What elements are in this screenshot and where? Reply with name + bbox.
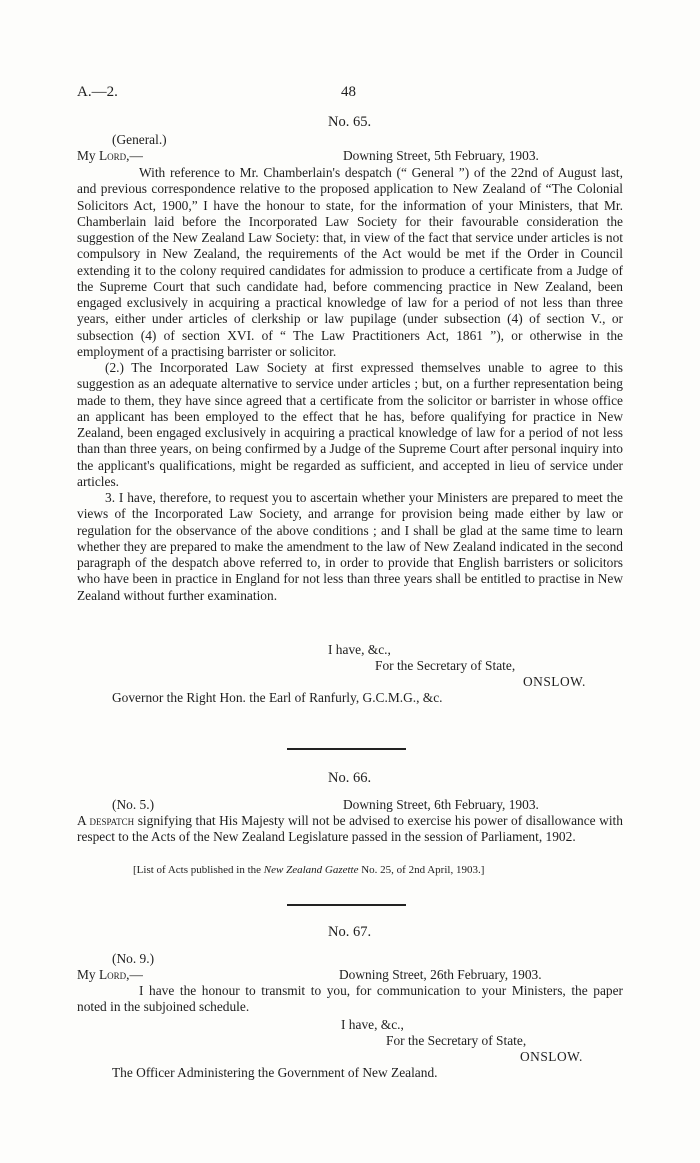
dateline: Downing Street, 6th February, 1903. xyxy=(343,797,539,812)
for-secretary: For the Secretary of State, xyxy=(375,658,516,673)
letter-body xyxy=(77,983,623,1016)
dateline: Downing Street, 5th February, 1903. xyxy=(343,148,539,163)
letter-category: (No. 5.) xyxy=(112,797,155,812)
letter-number: No. 65. xyxy=(328,114,372,130)
signature: ONSLOW. xyxy=(520,1049,583,1064)
letter-body xyxy=(77,813,623,846)
section-divider xyxy=(287,748,406,750)
section-divider xyxy=(287,904,406,906)
summary-paragraph: A despatch signifying that His Majesty will not be advised to exercise his power of disallowance with respect to the Acts of the New Zealand Legislature passed in the session of Parliament, 1902. xyxy=(77,813,623,845)
salutation: My Lord,— xyxy=(77,148,143,163)
closing: I have, &c., xyxy=(328,642,391,657)
closing: I have, &c., xyxy=(341,1017,404,1032)
salutation: My Lord,— xyxy=(77,967,143,982)
signature: ONSLOW. xyxy=(523,674,586,689)
paragraph-1: With reference to Mr. Chamberlain's despatch (“ General ”) of the 22nd of August last, and previous correspondence relative to the proposed application to New Zealand of “The Colonial Solicitors Act, 1900,” I have the honour to state, for the information of your Ministers, that Mr. Chamberlain laid before the Incorporated Law Society for their favourable consideration the suggestion of the New Zealand Law Society: that, in view of the fact that service under articles is not compulsory in New Zealand, the requirements of the Act would be met if the Order in Council extending it to the colony required candidates for admission to produce a certificate from a Judge of the Supreme Court that such candidate had, before commencing practice in New Zealand, been engaged exclusively in acquiring a practical knowledge of law for a period of not less than three years, either under articles of clerkship or law pupilage (under subsection (4) of section V., or subsection (4) of section XVI. of “ The Law Practitioners Act, 1861 ”), or otherwise in the employment of a practising barrister or solicitor. xyxy=(77,165,623,359)
for-secretary: For the Secretary of State, xyxy=(386,1033,527,1048)
paragraph-1: I have the honour to transmit to you, for communication to your Ministers, the paper noted in the subjoined schedule. xyxy=(77,983,623,1015)
dateline: Downing Street, 26th February, 1903. xyxy=(339,967,542,982)
letter-category: (No. 9.) xyxy=(112,951,155,966)
paragraph-2: (2.) The Incorporated Law Society at first expressed themselves unable to agree to this suggestion as an adequate alternative to service under articles ; but, on a further representation being made to them, they have since agreed that a certificate from the solicitor or barrister in whose office an applicant has been employed to the effect that he has, before qualifying for practice in New Zealand, been engaged exclusively in acquiring a practical knowledge of law for a period of not less than than three years, on being confirmed by a Judge of the Supreme Court after personal inquiry into the applicant's qualifications, might be regarded as sufficient, and accepted in lieu of service under articles. xyxy=(77,360,623,489)
series-code: A.—2. xyxy=(77,84,118,100)
letter-body xyxy=(77,165,623,604)
page-number: 48 xyxy=(341,84,356,100)
addressee: The Officer Administering the Government of New Zealand. xyxy=(112,1065,438,1080)
letter-number: No. 67. xyxy=(328,924,372,940)
letter-number: No. 66. xyxy=(328,770,372,786)
addressee: Governor the Right Hon. the Earl of Ranfurly, G.C.M.G., &c. xyxy=(112,690,443,705)
paragraph-3: 3. I have, therefore, to request you to ascertain whether your Ministers are prepared to meet the views of the Incorporated Law Society, and arrange for provision being made either by law or regulation for the observance of the above conditions ; and I shall be glad at the same time to learn whether they are prepared to make the amendment to the law of New Zealand indicated in the second paragraph of the despatch above referred to, in order to provide that English barristers or solicitors who have been in practice in England for not less than three years shall be entitled to practise in New Zealand without further examination. xyxy=(77,490,623,603)
letter-category: (General.) xyxy=(112,132,167,147)
list-of-acts-note: [List of Acts published in the New Zealand Gazette No. 25, of 2nd April, 1903.] xyxy=(133,864,485,876)
